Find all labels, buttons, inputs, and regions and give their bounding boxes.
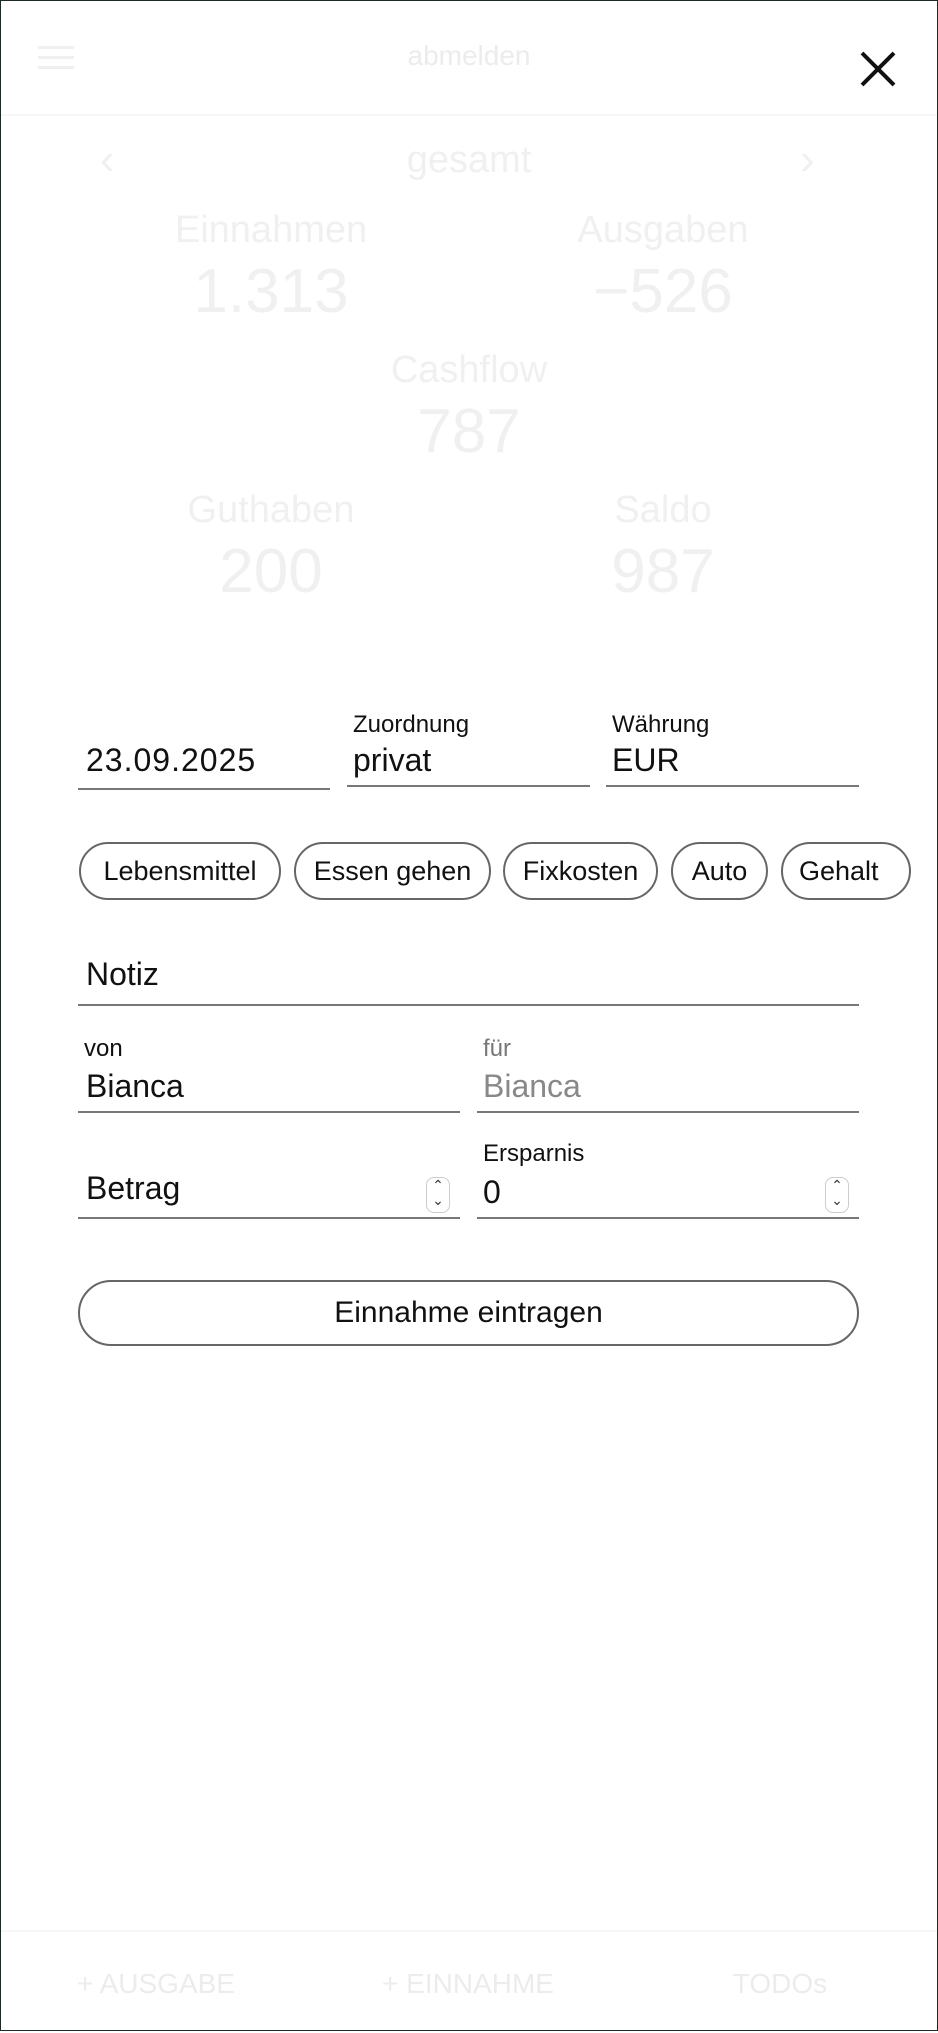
nav-add-expense[interactable]: + AUSGABE bbox=[77, 1968, 235, 1999]
amount-input[interactable]: Betrag bbox=[78, 1170, 460, 1219]
cashflow-value: 787 bbox=[417, 397, 521, 466]
amount-stepper-icon[interactable]: ⌃ ⌄ bbox=[426, 1177, 450, 1213]
savings-label: Ersparnis bbox=[483, 1140, 585, 1167]
balance-value: 987 bbox=[611, 537, 715, 606]
assignment-select[interactable]: privat bbox=[347, 742, 590, 787]
savings-stepper-icon[interactable]: ⌃ ⌄ bbox=[825, 1177, 849, 1213]
category-chip-list[interactable] bbox=[78, 840, 879, 902]
date-input[interactable]: 23.09.2025 bbox=[78, 742, 330, 790]
category-chip[interactable]: Lebensmittel bbox=[79, 842, 281, 900]
savings-input[interactable]: 0 bbox=[477, 1174, 859, 1219]
nav-todos[interactable]: TODOs bbox=[732, 1968, 828, 1999]
assignment-label: Zuordnung bbox=[353, 711, 470, 738]
close-icon[interactable] bbox=[856, 47, 900, 91]
bottom-nav bbox=[0, 1930, 938, 2033]
cashflow-label: Cashflow bbox=[390, 349, 548, 391]
from-label: von bbox=[84, 1035, 123, 1062]
submit-income-button[interactable]: Einnahme eintragen bbox=[78, 1280, 859, 1346]
currency-label: Währung bbox=[612, 711, 710, 738]
income-label: Einnahmen bbox=[174, 209, 368, 251]
income-value: 1.313 bbox=[193, 257, 349, 326]
logout-link[interactable]: abmelden bbox=[407, 40, 531, 71]
for-label: für bbox=[483, 1035, 512, 1062]
expense-value: −526 bbox=[593, 257, 733, 326]
note-input[interactable]: Notiz bbox=[78, 956, 859, 1006]
category-chip[interactable]: Auto bbox=[671, 842, 768, 900]
expense-label: Ausgaben bbox=[577, 209, 749, 251]
currency-select[interactable]: EUR bbox=[606, 742, 859, 787]
prev-arrow-icon: ‹ bbox=[100, 135, 115, 184]
balance-label: Saldo bbox=[614, 489, 712, 531]
from-select[interactable]: Bianca bbox=[78, 1068, 460, 1113]
for-select[interactable]: Bianca bbox=[477, 1068, 859, 1113]
category-chip[interactable]: Essen gehen bbox=[294, 842, 491, 900]
next-arrow-icon: › bbox=[800, 135, 815, 184]
period-label: gesamt bbox=[406, 139, 532, 181]
category-chip[interactable]: Gehalt bbox=[781, 842, 911, 900]
nav-add-income[interactable]: + EINNAHME bbox=[382, 1968, 554, 1999]
category-chip[interactable]: Fixkosten bbox=[503, 842, 658, 900]
app-header bbox=[0, 0, 938, 116]
credit-label: Guthaben bbox=[187, 489, 355, 531]
credit-value: 200 bbox=[219, 537, 323, 606]
